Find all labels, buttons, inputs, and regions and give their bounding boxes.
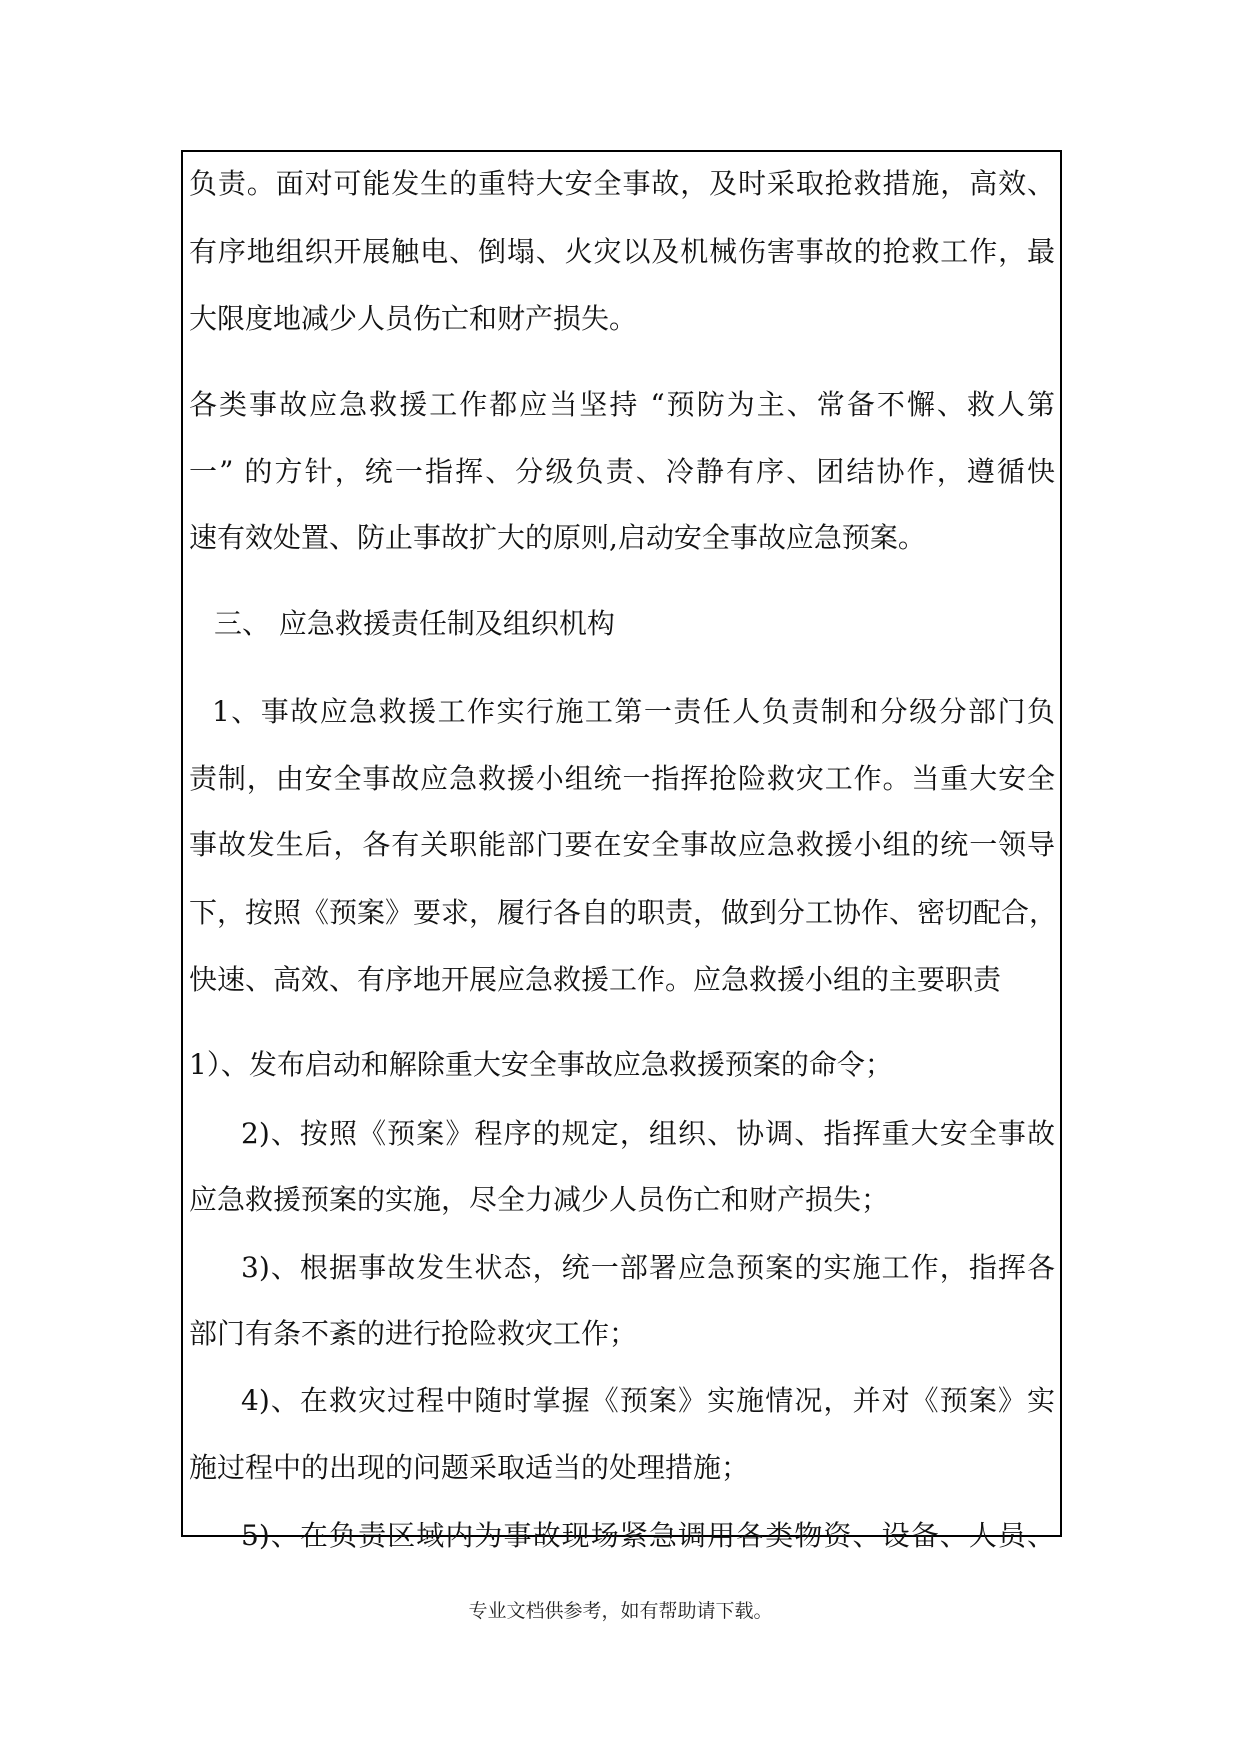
list-item-4-line-1: 4)、在救灾过程中随时掌握《预案》实施情况，并对《预案》实 <box>241 1384 1055 1417</box>
para-2-line-1: 各类事故应急救援工作都应当坚持 “预防为主、常备不懈、救人第 <box>189 388 1055 421</box>
list-item-3-line-1: 3)、根据事故发生状态，统一部署应急预案的实施工作，指挥各 <box>241 1251 1055 1284</box>
list-item-3-line-2: 部门有条不紊的进行抢险救灾工作； <box>189 1317 638 1350</box>
list-item-5-line-1: 5)、在负责区域内为事故现场紧急调用各类物资、设备、人员、 <box>241 1519 1055 1552</box>
list-item-2-line-2: 应急救援预案的实施，尽全力减少人员伤亡和财产损失； <box>189 1183 890 1216</box>
para-3-line-5: 快速、高效、有序地开展应急救援工作。应急救援小组的主要职责 <box>189 963 1002 996</box>
para-1-line-3: 大限度地减少人员伤亡和财产损失。 <box>189 302 638 335</box>
para-2-line-3: 速有效处置、防止事故扩大的原则,启动安全事故应急预案。 <box>189 521 926 554</box>
list-item-4-line-2: 施过程中的出现的问题采取适当的处理措施； <box>189 1451 750 1484</box>
para-3-line-3: 事故发生后，各有关职能部门要在安全事故应急救援小组的统一领导 <box>189 828 1055 861</box>
page-footer: 专业文档供参考，如有帮助请下载。 <box>468 1600 773 1622</box>
section-heading: 三、 应急救援责任制及组织机构 <box>214 607 615 640</box>
para-3-line-1: 1、事故应急救援工作实行施工第一责任人负责制和分级分部门负 <box>212 695 1055 728</box>
para-1-line-1: 负责。面对可能发生的重特大安全事故，及时采取抢救措施，高效、 <box>189 167 1055 200</box>
para-1-line-2: 有序地组织开展触电、倒塌、火灾以及机械伤害事故的抢救工作，最 <box>189 235 1055 268</box>
list-item-2-line-1: 2)、按照《预案》程序的规定，组织、协调、指挥重大安全事故 <box>241 1117 1055 1150</box>
para-2-line-2: 一” 的方针，统一指挥、分级负责、冷静有序、团结协作，遵循快 <box>189 455 1055 488</box>
list-item-1: 1）、发布启动和解除重大安全事故应急救援预案的命令； <box>189 1048 893 1081</box>
para-3-line-2: 责制，由安全事故应急救援小组统一指挥抢险救灾工作。当重大安全 <box>189 762 1055 795</box>
para-3-line-4: 下，按照《预案》要求，履行各自的职责，做到分工协作、密切配合， <box>189 896 1058 929</box>
